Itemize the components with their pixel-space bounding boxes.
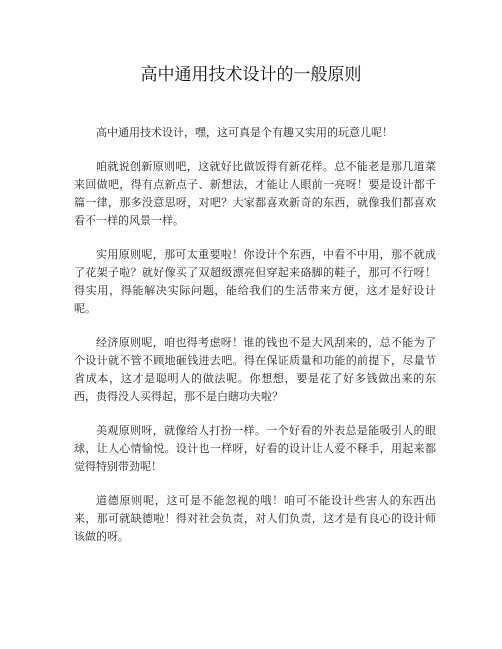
- paragraph-ethical-principle: 道德原则呢，这可是不能忽视的哦！咱可不能设计些害人的东西出来，那可就缺德啦！得对社会负责，对人们负责，这才是有良心的设计师该做的呀。: [74, 494, 436, 543]
- paragraph-innovation-principle: 咱就说创新原则吧，这就好比做饭得有新花样。总不能老是那几道菜来回做吧，得有点新点子、新想法，才能让人眼前一亮呀！要是设计都千篇一律，那多没意思呀，对吧？大家都喜欢新奇的东西，就像我们都喜欢看不一样的风景一样。: [74, 160, 436, 227]
- paragraph-intro: 高中通用技术设计，嘿，这可真是个有趣又实用的玩意儿呢！: [96, 126, 393, 139]
- paragraph-economic-principle: 经济原则呢，咱也得考虑呀！谁的钱也不是大风刮来的，总不能为了个设计就不管不顾地砸钱进去吧。得在保证质量和功能的前提下，尽量节省成本，这才是聪明人的做法呢。你想想，要是花了好多钱做出来的东西，贵得没人买得起，那不是白瞎功夫啦？: [74, 336, 436, 403]
- paragraph-practical-principle: 实用原则呢，那可太重要啦！你设计个东西，中看不中用，那不就成了花架子啦？就好像买了双超级漂亮但穿起来硌脚的鞋子，那可不行呀！得实用，得能解决实际问题，能给我们的生活带来方便，这才是好设计呢。: [74, 248, 436, 315]
- document-body: [74, 124, 436, 562]
- paragraph-aesthetic-principle: 美观原则呀，就像给人打扮一样。一个好看的外表总是能吸引人的眼球，让人心情愉悦。设计也一样呀，好看的设计让人爱不释手，用起来都觉得特别带劲呢！: [74, 424, 436, 473]
- page-title: 高中通用技术设计的一般原则: [140, 65, 362, 85]
